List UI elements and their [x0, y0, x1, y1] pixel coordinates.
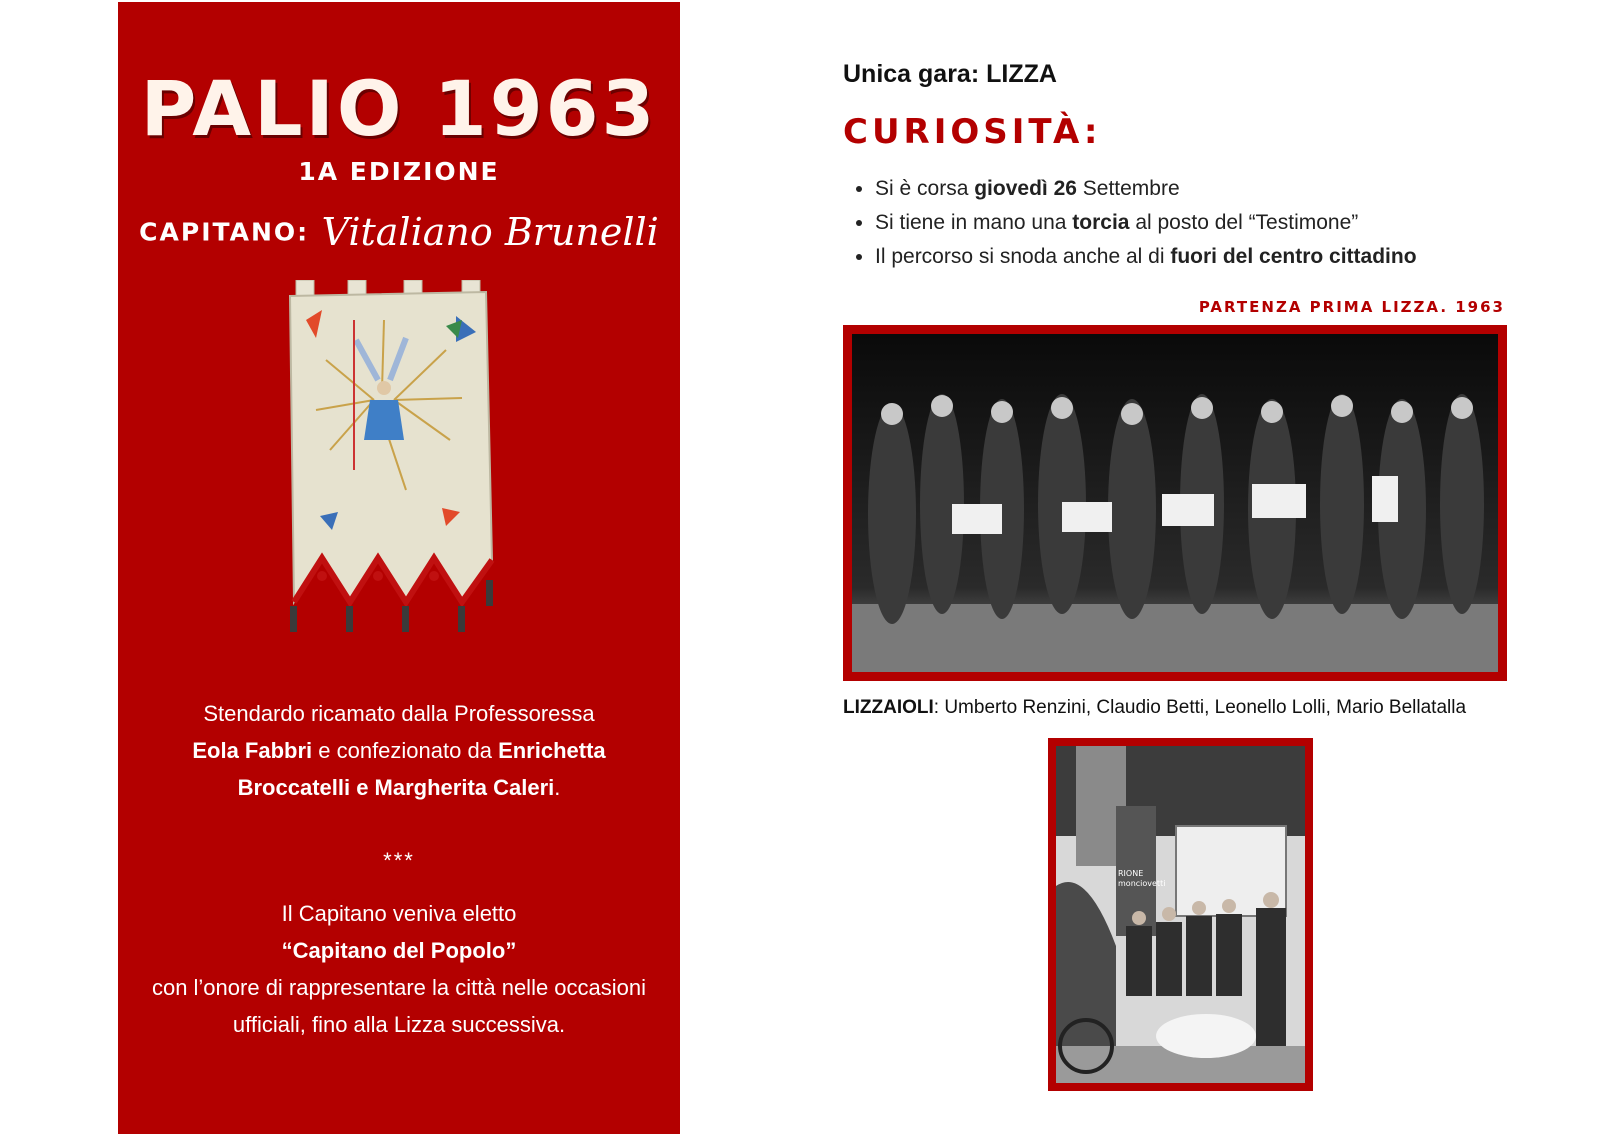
left-panel	[118, 2, 680, 1134]
edition-label: 1A EDIZIONE	[298, 157, 500, 186]
captain-description-text: con l’onore di rappresentare la città nelle occasioni ufficiali, fino alla Lizza successiva.	[151, 975, 647, 1037]
curiosities-list	[843, 172, 1595, 274]
race-start-photo-frame	[843, 325, 1507, 681]
race-heading: Unica gara: LIZZA	[843, 60, 1057, 88]
captain-title: “Capitano del Popolo”	[281, 938, 517, 963]
page-title: PALIO 1963	[140, 64, 658, 153]
banner-description	[138, 695, 660, 806]
list-item-bold: torcia	[1072, 211, 1130, 234]
list-item	[875, 172, 1595, 206]
list-item-text: al posto del “Testimone”	[1129, 211, 1359, 234]
team-photo-frame	[1048, 738, 1313, 1091]
captain-label: CAPITANO:	[139, 217, 310, 247]
list-item	[875, 206, 1595, 240]
banner-description-text: .	[554, 775, 561, 800]
lizzaioli-line	[843, 697, 1466, 719]
list-item-bold: giovedì 26	[974, 177, 1077, 200]
list-item-text: Si è corsa	[875, 177, 975, 200]
race-start-photo	[852, 334, 1498, 672]
separator-stars: ***	[383, 848, 415, 873]
photo-caption: PARTENZA PRIMA LIZZA. 1963	[1198, 298, 1505, 316]
list-item-bold: fuori del centro cittadino	[1170, 245, 1417, 268]
list-item-text: Si tiene in mano una	[875, 211, 1073, 234]
list-item-text: Il percorso si snoda anche al di	[875, 245, 1171, 268]
lizzaioli-label: LIZZAIOLI	[843, 697, 934, 718]
team-photo	[1056, 746, 1305, 1083]
embroidered-banner-image	[286, 280, 502, 658]
banner-description-text: e confezionato da	[312, 738, 499, 763]
sign-rione: RIONE	[1118, 869, 1144, 878]
list-item	[875, 240, 1595, 274]
list-item-text: Settembre	[1076, 177, 1180, 200]
sign-monciovetti: monciovetti	[1118, 879, 1166, 888]
captain-description-text: Il Capitano veniva eletto	[281, 901, 517, 926]
banner-description-text: Stendardo ricamato dalla Professoressa	[203, 701, 595, 726]
tailors-names: Enrichetta Broccatelli e Margherita Caleri	[237, 738, 606, 800]
captain-description	[138, 895, 660, 1043]
curiosities-heading: CURIOSITÀ:	[843, 112, 1102, 152]
embroiderer-name: Eola Fabbri	[192, 738, 313, 763]
lizzaioli-names: : Umberto Renzini, Claudio Betti, Leonello Lolli, Mario Bellatalla	[933, 697, 1467, 718]
captain-row	[118, 210, 680, 254]
captain-name: Vitaliano Brunelli	[321, 210, 659, 254]
